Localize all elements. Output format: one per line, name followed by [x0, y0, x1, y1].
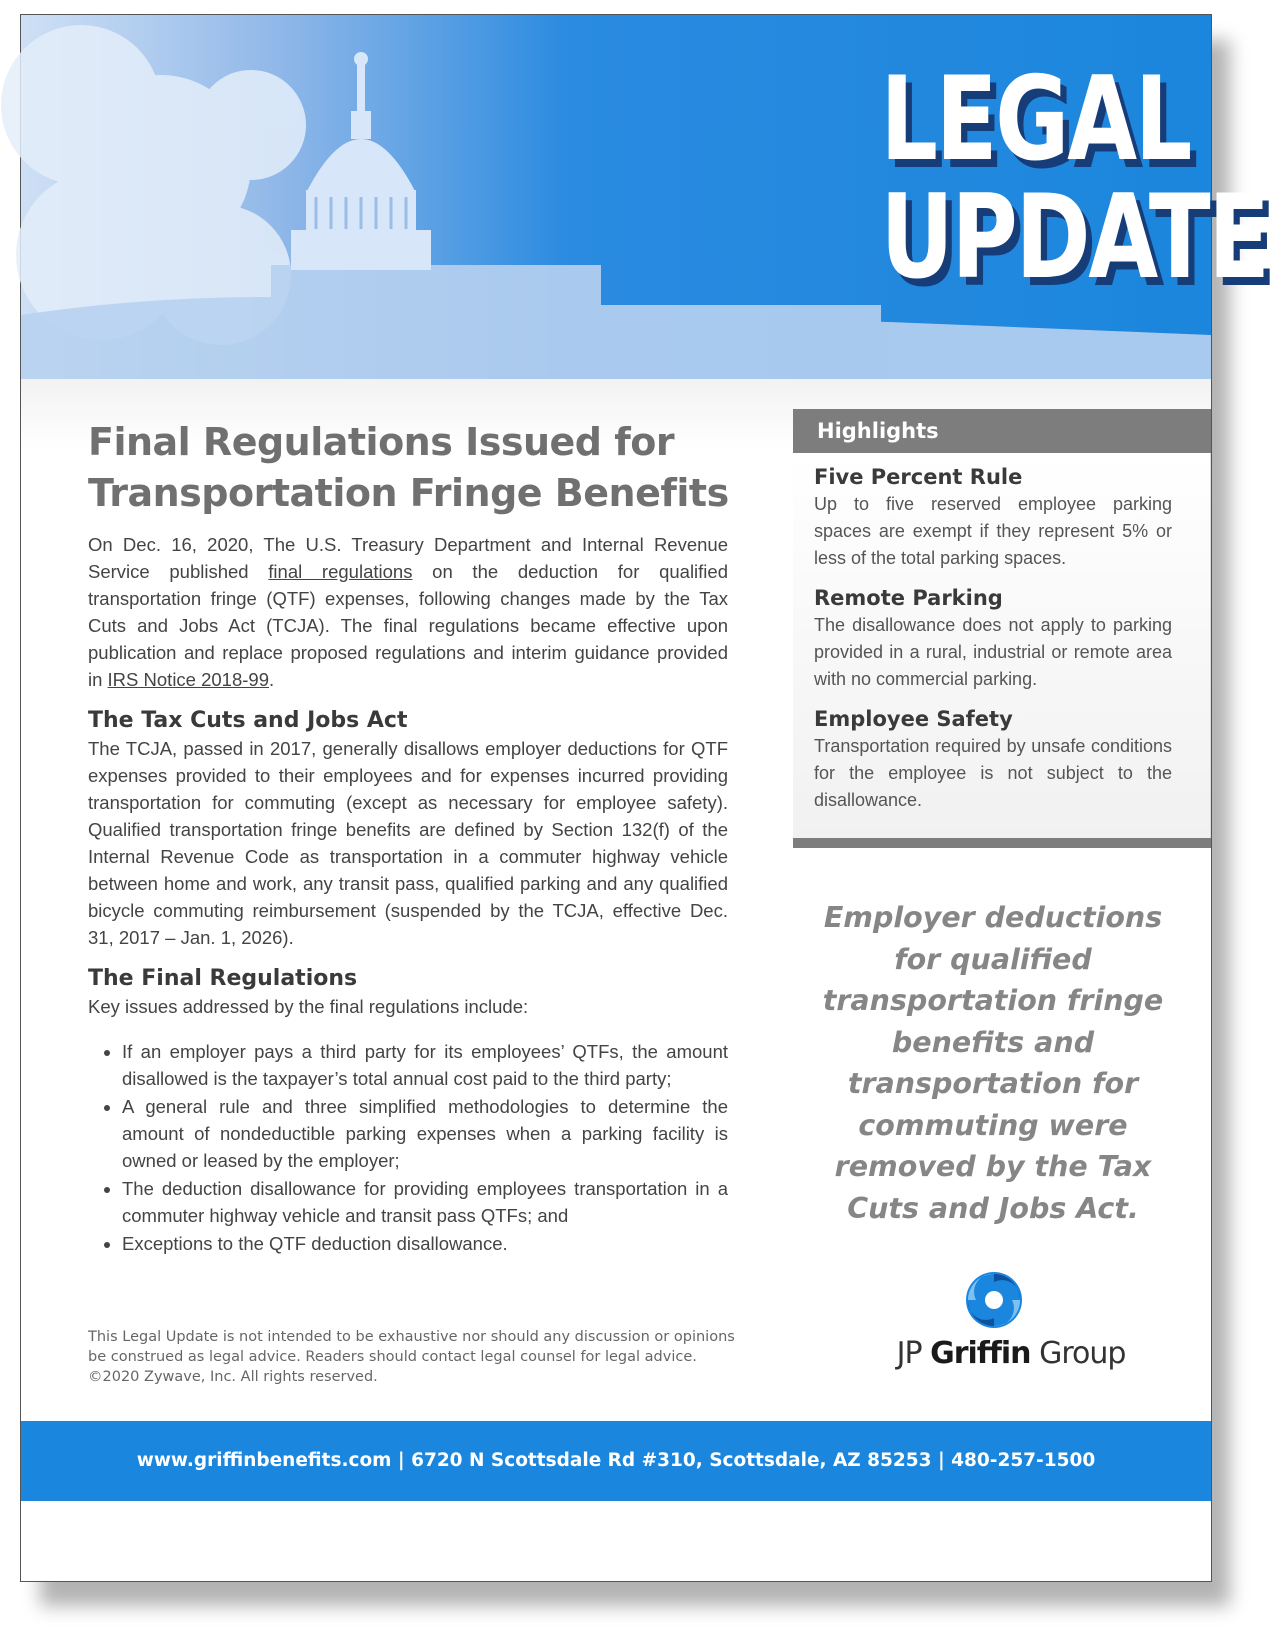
company-name-part1: JP	[896, 1336, 931, 1371]
highlights-label: Highlights	[793, 409, 1211, 453]
highlight-title: Employee Safety	[814, 707, 1013, 731]
list-item: • A general rule and three simplified methodologies to determine the amount of nondeductible parking expenses when a parking facility is owned or leased by the employer;	[122, 1093, 728, 1174]
disclaimer-text: This Legal Update is not intended to be exhaustive nor should any discussion or opinions be construed as legal advice. Readers should contact legal counsel for legal advice. ©2020 Zywave, Inc. All rights reserved.	[88, 1329, 735, 1385]
highlight-text: The disallowance does not apply to parking provided in a rural, industrial or remote area with no commercial parking.	[814, 615, 1172, 689]
list-item: • The deduction disallowance for providing employees transportation in a commuter highway vehicle and transit pass QTFs; and	[122, 1175, 728, 1229]
highlight-title: Remote Parking	[814, 586, 1003, 610]
banner-title-line1: LEGAL	[880, 52, 1191, 187]
final-regulations-link[interactable]: final regulations	[268, 561, 413, 582]
article-headline: Final Regulations Issued for Transportation Fringe Benefits	[88, 420, 729, 515]
intro-text-1: On Dec. 16, 2020, The U.S. Treasury Department and Internal Revenue Service published	[88, 534, 728, 582]
key-issues-list	[88, 1038, 728, 1257]
intro-paragraph	[88, 531, 728, 693]
highlight-item	[814, 705, 1172, 814]
article-column	[88, 417, 728, 1258]
intro-text-3: .	[269, 669, 275, 690]
highlights-sidebar	[793, 409, 1211, 848]
highlights-divider	[793, 838, 1211, 848]
highlight-text: Up to five reserved employee parking spaces are exempt if they represent 5% or less of the total parking spaces.	[814, 494, 1172, 568]
pull-quote: Employer deductions for qualified transportation fringe benefits and transportation for commuting were removed by the Tax Cuts and Jobs Act.	[822, 901, 1164, 1225]
company-name	[881, 1336, 1141, 1371]
header-banner	[21, 15, 1268, 379]
company-name-part3: Group	[1030, 1336, 1126, 1371]
swirl-logo-icon	[964, 1270, 1024, 1330]
footer-contact: www.griffinbenefits.com | 6720 N Scottsdale Rd #310, Scottsdale, AZ 85253 | 480-257-1500	[21, 1421, 1211, 1501]
section-heading-final-regulations: The Final Regulations	[88, 966, 358, 991]
banner-title	[880, 52, 1268, 305]
list-item: • If an employer pays a third party for its employees’ QTFs, the amount disallowed is the taxpayer’s total annual cost paid to the third party;	[122, 1038, 728, 1092]
highlight-title: Five Percent Rule	[814, 465, 1023, 489]
intro-text-2: on the deduction for qualified transportation fringe (QTF) expenses, following changes made by the Tax Cuts and Jobs Act (TCJA). The final regulations became effective upon publication and replace proposed regulations and interim guidance provided in	[88, 561, 728, 690]
document-page	[20, 14, 1268, 1582]
highlight-text: Transportation required by unsafe conditions for the employee is not subject to the disallowance.	[814, 736, 1172, 810]
section-heading-tcja: The Tax Cuts and Jobs Act	[88, 708, 408, 733]
highlights-body	[793, 453, 1211, 838]
highlight-item	[814, 584, 1172, 693]
section-text-final-regulations: Key issues addressed by the final regulations include:	[88, 996, 529, 1017]
company-logo	[881, 1270, 1141, 1380]
banner-title-line2: UPDATE	[880, 170, 1268, 305]
irs-notice-link[interactable]: IRS Notice 2018-99	[107, 669, 269, 690]
company-name-part2: Griffin	[930, 1336, 1031, 1371]
list-item: • Exceptions to the QTF deduction disallowance.	[122, 1230, 728, 1257]
highlight-item	[814, 463, 1172, 572]
section-text-tcja: The TCJA, passed in 2017, generally disallows employer deductions for QTF expenses provided to their employees and for expenses incurred providing transportation for commuting (except as necessary for employee safety). Qualified transportation fringe benefits are defined by Section 132(f) of the Internal Revenue Code as transportation in a commuter highway vehicle between home and work, any transit pass, qualified parking and any qualified bicycle commuting reimbursement (suspended by the TCJA, effective Dec. 31, 2017 – Jan. 1, 2026).	[88, 738, 728, 948]
